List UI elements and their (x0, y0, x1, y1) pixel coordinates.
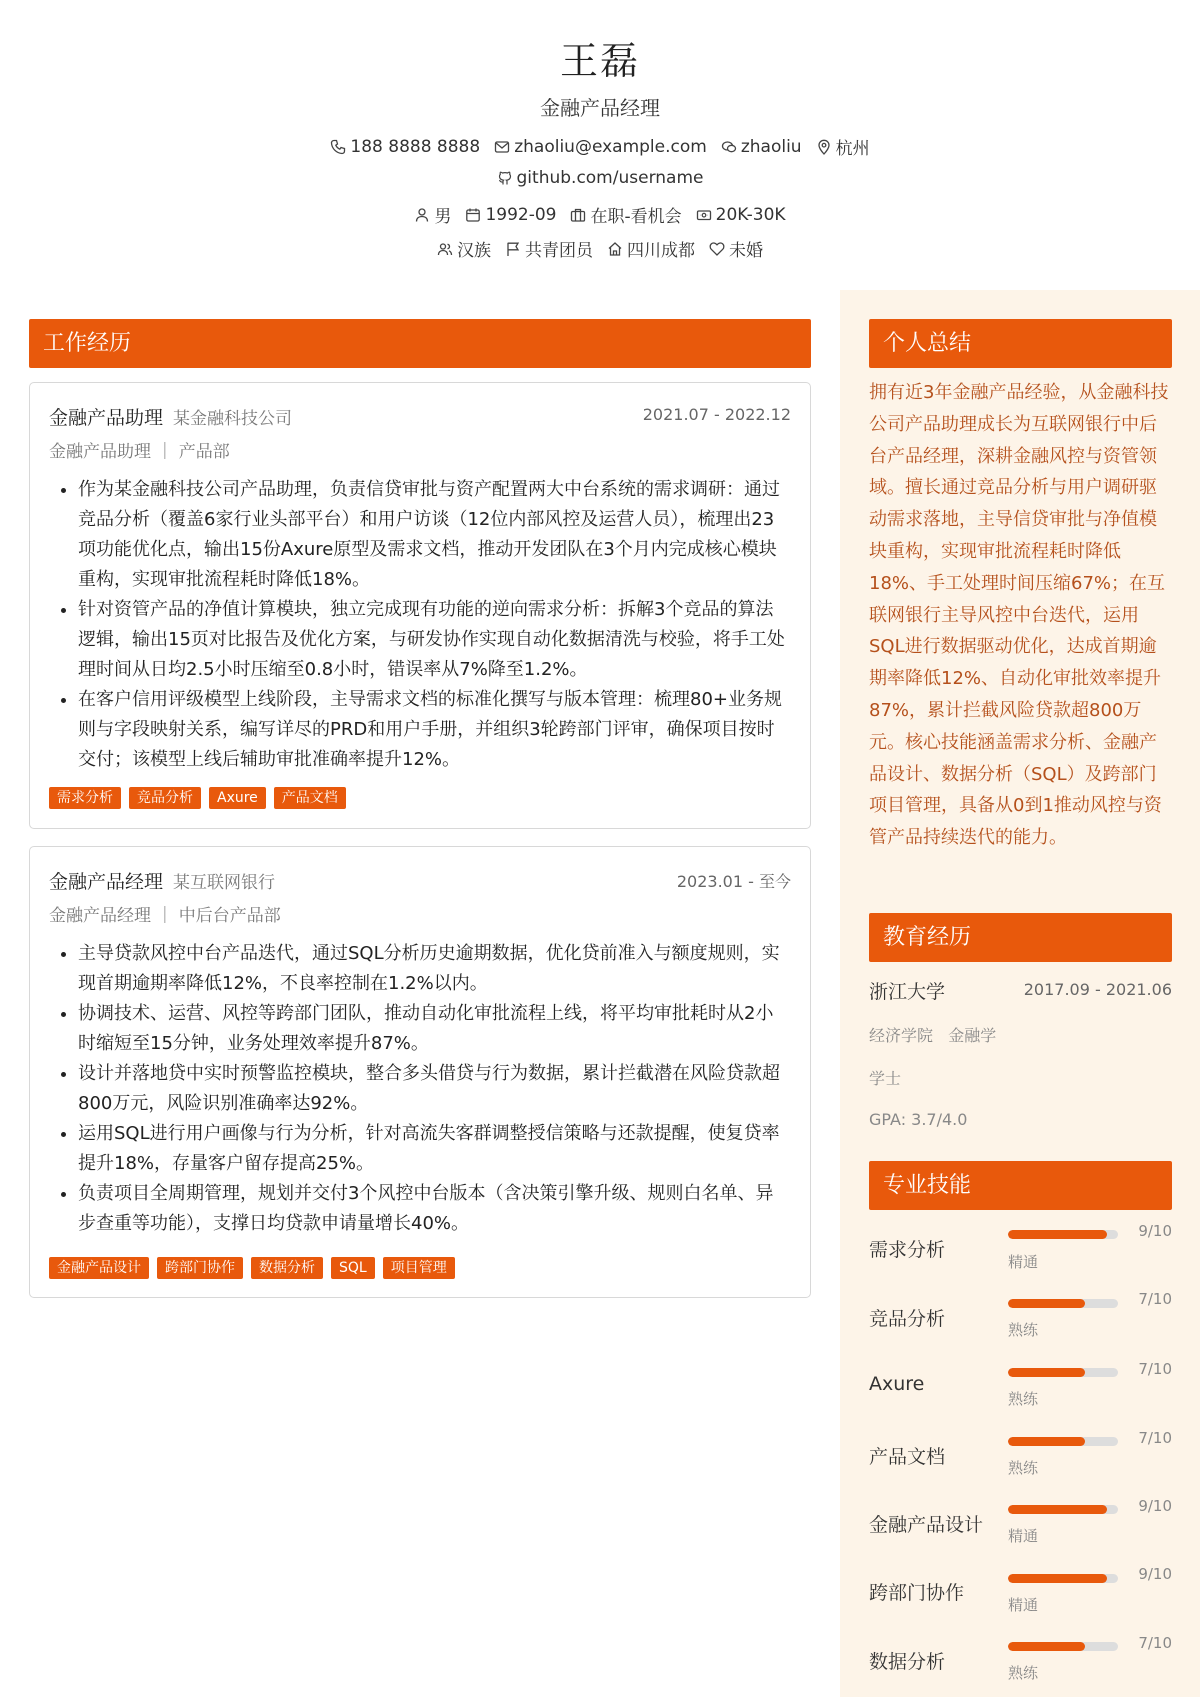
job-bullets (49, 939, 791, 1239)
skill-tag: 跨部门协作 (157, 1257, 243, 1279)
hometown-text: 四川成都 (627, 241, 695, 261)
candidate-role: 金融产品经理 (540, 96, 660, 120)
skill-level: 熟练 (1008, 1664, 1039, 1682)
job-department: 金融产品经理 ｜ 中后台产品部 (49, 906, 281, 926)
job-bullet: • 协调技术、运营、风控等跨部门团队，推动自动化审批流程上线，将平均审批耗时从2小时缩短至15分钟，业务处理效率提升87%。 (78, 999, 791, 1059)
money-icon (696, 207, 712, 223)
ethnicity-info (437, 236, 491, 261)
job-bullet: • 针对资管产品的净值计算模块，独立完成现有功能的逆向需求分析：拆解3个竞品的算法逻辑，输出15页对比报告及优化方案，与研发协作实现自动化数据清洗与校验，将手工处理时间从日均2.5小时压缩至0.8小时，错误率从7%降至1.2%。 (78, 595, 791, 685)
skill-tag: 产品文档 (274, 787, 346, 809)
phone-info (330, 137, 480, 157)
section-header-summary: 个人总结 (869, 319, 1172, 368)
skill-name: Axure (869, 1373, 925, 1395)
skill-level: 熟练 (1008, 1459, 1039, 1477)
contact-row (0, 134, 1200, 159)
job-company: 某互联网银行 (173, 873, 276, 893)
wechat-icon (721, 139, 737, 155)
flag-icon (505, 241, 521, 257)
job-bullet: • 负责项目全周期管理，规划并交付3个风控中台版本（含决策引擎升级、规则白名单、异步查重等功能），支撑日均贷款申请量增长40%。 (78, 1179, 791, 1239)
mail-icon (494, 139, 510, 155)
skill-tag: 竞品分析 (129, 787, 201, 809)
email-text[interactable]: zhaoliu@example.com (514, 136, 707, 157)
skill-name: 金融产品设计 (869, 1514, 984, 1536)
skill-bar-fill (1008, 1368, 1085, 1377)
politics-info (505, 236, 593, 261)
job-title: 金融产品经理 (49, 871, 164, 893)
section-header-work: 工作经历 (29, 319, 811, 368)
skill-level: 熟练 (1008, 1390, 1039, 1408)
job-bullets (49, 475, 791, 775)
skill-name: 竞品分析 (869, 1308, 946, 1330)
skill-bar (1008, 1299, 1118, 1308)
job-card (29, 382, 811, 829)
marital-info (709, 236, 763, 261)
skill-name: 跨部门协作 (869, 1582, 965, 1604)
skill-score: 9/10 (1138, 1497, 1172, 1515)
skill-bar-fill (1008, 1299, 1085, 1308)
job-bullet: • 在客户信用评级模型上线阶段，主导需求文档的标准化撰写与版本管理：梳理80+业务规则与字段映射关系，编写详尽的PRD和用户手册，并组织3轮跨部门评审，确保项目按时交付；该模型上线后辅助审批准确率提升12%。 (78, 685, 791, 775)
home-icon (607, 241, 623, 257)
edu-major: 经济学院 金融学 (869, 1026, 997, 1045)
skill-bar-fill (1008, 1230, 1107, 1239)
skill-bar (1008, 1368, 1118, 1377)
skill-score: 7/10 (1138, 1290, 1172, 1308)
skill-tag: 数据分析 (251, 1257, 323, 1279)
status-info (570, 202, 681, 227)
heart-icon (709, 241, 725, 257)
job-department: 金融产品助理 ｜ 产品部 (49, 442, 230, 462)
salary-text: 20K-30K (715, 204, 786, 225)
status-text: 在职-看机会 (590, 207, 682, 227)
ethnicity-text: 汉族 (457, 241, 491, 261)
skill-bar-fill (1008, 1574, 1107, 1583)
candidate-name: 王磊 (559, 39, 640, 83)
skill-score: 7/10 (1138, 1429, 1172, 1447)
skill-tag: Axure (209, 787, 266, 809)
skill-level: 熟练 (1008, 1321, 1039, 1339)
city-text: 杭州 (835, 139, 870, 159)
phone-text: 188 8888 8888 (350, 136, 481, 157)
calendar-icon (465, 207, 481, 223)
edu-degree: 学士 (869, 1069, 902, 1088)
edu-date: 2017.09 - 2021.06 (1023, 980, 1172, 999)
skill-tag: 金融产品设计 (49, 1257, 149, 1279)
job-card (29, 846, 811, 1298)
gender-info (414, 202, 451, 227)
job-bullet: • 作为某金融科技公司产品助理，负责信贷审批与资产配置两大中台系统的需求调研：通过竞品分析（覆盖6家行业头部平台）和用户访谈（12位内部风控及运营人员），梳理出23项功能优化点，输出15份Axure原型及需求文档，推动开发团队在3个月内完成核心模块重构，实现审批流程耗时降低18%。 (78, 475, 791, 595)
skill-level: 精通 (1008, 1527, 1039, 1545)
skill-score: 7/10 (1138, 1634, 1172, 1652)
skill-bar-fill (1008, 1505, 1107, 1514)
hometown-info (607, 236, 695, 261)
skill-level: 精通 (1008, 1253, 1039, 1271)
job-date: 2023.01 - 至今 (676, 872, 791, 891)
skill-score: 9/10 (1138, 1565, 1172, 1583)
briefcase-icon (570, 207, 586, 223)
job-title-line (49, 403, 292, 430)
skill-level: 精通 (1008, 1596, 1039, 1614)
user-icon (414, 207, 430, 223)
job-title-line (49, 867, 275, 894)
job-date: 2021.07 - 2022.12 (642, 405, 791, 424)
github-row (0, 168, 1200, 188)
skill-name: 产品文档 (869, 1446, 946, 1468)
skill-bar (1008, 1574, 1118, 1583)
skill-bar (1008, 1505, 1118, 1514)
skill-tag: 项目管理 (383, 1257, 455, 1279)
politics-text: 共青团员 (525, 241, 593, 261)
edu-gpa: GPA: 3.7/4.0 (869, 1110, 968, 1129)
job-bullet: • 设计并落地贷中实时预警监控模块，整合多头借贷与行为数据，累计拦截潜在风险贷款超800万元，风险识别准确率达92%。 (78, 1059, 791, 1119)
section-header-skills: 专业技能 (869, 1161, 1172, 1210)
salary-info (696, 205, 786, 225)
wechat-text: zhaoliu (740, 136, 802, 157)
summary-text: 拥有近3年金融产品经验，从金融科技公司产品助理成长为互联网银行中后台产品经理，深耕金融风控与资管领域。擅长通过竞品分析与用户调研驱动需求落地，主导信贷审批与净值模块重构，实现审批流程耗时降低18%、手工处理时间压缩67%；在互联网银行主导风控中台迭代，运用SQL进行数据驱动优化，达成首期逾期率降低12%、自动化审批效率提升87%，累计拦截风险贷款超800万元。核心技能涵盖需求分析、金融产品设计、数据分析（SQL）及跨部门项目管理，具备从0到1推动风控与资管产品持续迭代的能力。 (869, 382, 1169, 849)
skill-score: 7/10 (1138, 1360, 1172, 1378)
skill-tag: SQL (331, 1257, 375, 1279)
skill-score: 9/10 (1138, 1222, 1172, 1240)
location-pin-icon (816, 139, 832, 155)
skill-tag: 需求分析 (49, 787, 121, 809)
github-icon (497, 170, 513, 186)
skill-bar-fill (1008, 1642, 1085, 1651)
marital-text: 未婚 (729, 241, 763, 261)
section-header-education: 教育经历 (869, 913, 1172, 962)
skill-name: 需求分析 (869, 1239, 946, 1261)
github-info[interactable] (497, 168, 704, 188)
users-icon (437, 241, 453, 257)
job-bullet: • 运用SQL进行用户画像与行为分析，针对高流失客群调整授信策略与还款提醒，使复贷率提升18%，存量客户留存提高25%。 (78, 1119, 791, 1179)
job-tags (49, 1257, 455, 1279)
job-company: 某金融科技公司 (173, 409, 293, 429)
skill-bar (1008, 1437, 1118, 1446)
birth-text: 1992-09 (485, 204, 557, 225)
skill-name: 数据分析 (869, 1651, 946, 1673)
wechat-info (721, 137, 802, 157)
github-text[interactable]: github.com/username (516, 168, 704, 188)
email-info[interactable] (494, 137, 707, 157)
edu-school: 浙江大学 (869, 981, 946, 1003)
job-bullet: • 主导贷款风控中台产品迭代，通过SQL分析历史逾期数据，优化贷前准入与额度规则，实现首期逾期率降低12%，不良率控制在1.2%以内。 (78, 939, 791, 999)
gender-text: 男 (434, 207, 452, 227)
birth-info (465, 205, 556, 225)
skill-bar (1008, 1642, 1118, 1651)
skill-bar-fill (1008, 1437, 1085, 1446)
job-title: 金融产品助理 (49, 407, 164, 429)
city-info (816, 134, 870, 159)
job-tags (49, 787, 346, 809)
personal-row-1 (0, 202, 1200, 227)
personal-row-2 (0, 236, 1200, 261)
skill-bar (1008, 1230, 1118, 1239)
phone-icon (330, 139, 346, 155)
